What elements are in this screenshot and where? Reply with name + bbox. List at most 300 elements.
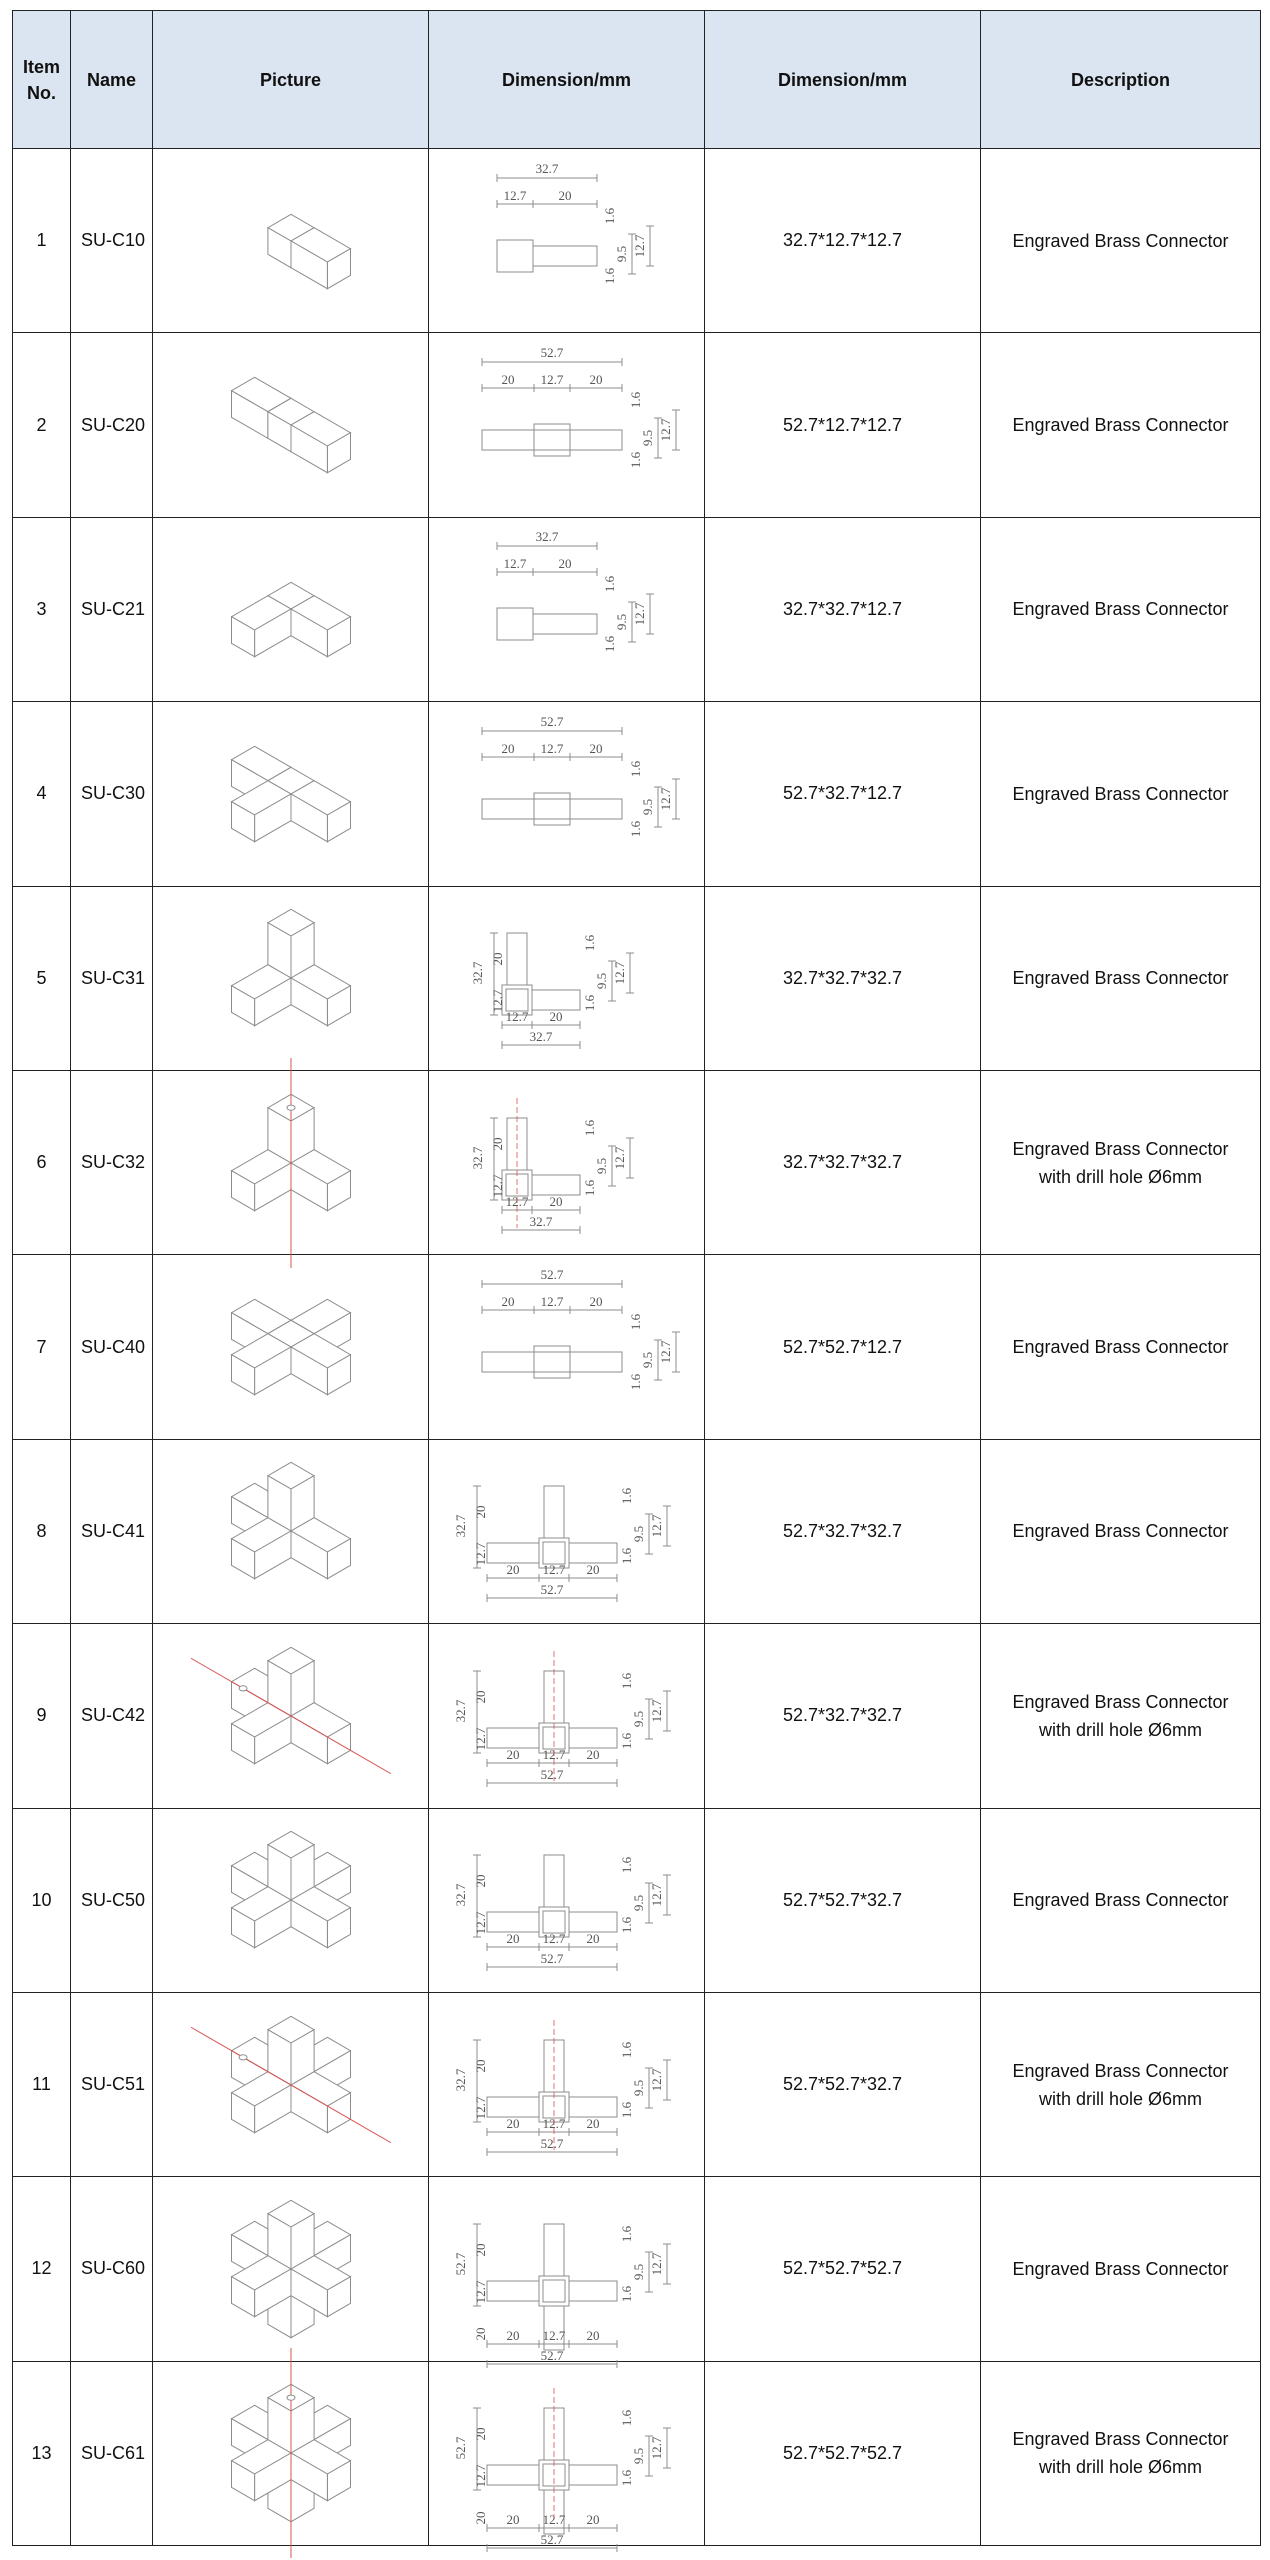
- description: [981, 1808, 1261, 1992]
- dimension-label: 12.7: [631, 603, 647, 626]
- dimension-drawing-cell: [429, 517, 705, 701]
- table-row: [13, 517, 1261, 701]
- dimension-label: 9.5: [639, 798, 655, 815]
- drill-hole: [287, 2395, 295, 2400]
- dimension-label: 20: [549, 1009, 562, 1025]
- product-picture-cell: [153, 333, 429, 517]
- item: 13: [31, 2442, 52, 2463]
- product-picture-cell: [153, 886, 429, 1070]
- item: 12: [31, 2258, 52, 2279]
- dimension-label: 12.7: [472, 2465, 488, 2488]
- desc1: Engraved Brass Connector: [1012, 1337, 1229, 1358]
- item: 2: [36, 414, 47, 435]
- table-row: [13, 1992, 1261, 2176]
- dim: 32.7*32.7*12.7: [782, 598, 903, 619]
- dim: 52.7*52.7*52.7: [782, 2442, 903, 2463]
- desc1: Engraved Brass Connector: [1012, 599, 1229, 620]
- connector-isometric-image: [171, 166, 411, 316]
- item-number: [13, 1439, 71, 1623]
- connector-isometric-image: [171, 903, 411, 1053]
- connector-outline: [231, 377, 350, 472]
- dimension-label: 20: [472, 1690, 488, 1704]
- connector-isometric-image: [171, 719, 411, 869]
- dimension-label: 32.7: [535, 160, 558, 176]
- dimension-annotations: [453, 2388, 671, 2552]
- connector-side-outline: [482, 1352, 622, 1372]
- dimension-drawing: [442, 1078, 692, 1248]
- dimension-label: 12.7: [489, 989, 505, 1013]
- connector-outline: [231, 2200, 350, 2337]
- connector-isometric-image: [171, 1272, 411, 1422]
- dimension-label: 1.6: [601, 636, 617, 653]
- header-row: [13, 11, 1261, 149]
- dimension-label: 20: [472, 2511, 488, 2525]
- item-number: [13, 702, 71, 886]
- product-picture-cell: [153, 1992, 429, 2176]
- desc2: with drill hole Ø6mm: [1038, 2088, 1203, 2109]
- dimension-label: 9.5: [639, 429, 655, 447]
- desc1: Engraved Brass Connector: [1012, 2429, 1229, 2450]
- dimension-label: 20: [589, 372, 602, 388]
- connector-right-arm: [532, 990, 580, 1010]
- dimension-label: 32.7: [529, 1213, 552, 1229]
- product-name: [71, 1439, 153, 1623]
- dimension-annotations: [470, 1098, 634, 1234]
- dimension-value: [705, 2177, 981, 2361]
- connector-core-outline: [534, 793, 570, 825]
- dimension-label: 52.7: [540, 2532, 563, 2548]
- dimension-label: 12.7: [472, 1911, 488, 1935]
- dimension-annotations: [497, 161, 654, 284]
- dimension-label: 1.6: [618, 1488, 634, 1505]
- dimension-drawing: [442, 1631, 692, 1801]
- header-description: Description: [981, 11, 1261, 149]
- description: [981, 1070, 1261, 1254]
- dimension-value: [705, 1070, 981, 1254]
- table-row: [13, 1255, 1261, 1439]
- item-number: [13, 517, 71, 701]
- dimension-label: 20: [501, 1294, 514, 1310]
- dimension-label: 12.7: [542, 2327, 565, 2343]
- connector-outline: [231, 910, 350, 1026]
- item-number: [13, 1808, 71, 1992]
- desc2: with drill hole Ø6mm: [1038, 2457, 1203, 2478]
- connector-isometric-image: [171, 2010, 411, 2160]
- description: [981, 333, 1261, 517]
- connector-core-inner: [543, 2280, 565, 2302]
- connector-left-arm: [487, 2465, 539, 2485]
- product-name: [71, 517, 153, 701]
- name: SU-C61: [81, 2442, 146, 2463]
- dimension-label: 20: [472, 2059, 488, 2073]
- dimension-label: 52.7: [540, 1951, 563, 1967]
- dimension-annotations: [482, 345, 680, 468]
- product-name: [71, 1808, 153, 1992]
- dimension-drawing: [442, 893, 692, 1063]
- product-picture-cell: [153, 149, 429, 333]
- dimension-drawing: [442, 2184, 692, 2363]
- dimension-label: 20: [506, 1931, 519, 1947]
- header-dimension-drawing: Dimension/mm: [429, 11, 705, 149]
- dimension-label: 9.5: [639, 1351, 655, 1369]
- dimension-label: 12.7: [489, 1174, 505, 1198]
- dimension-label: 20: [586, 2115, 599, 2131]
- dimension-label: 32.7: [469, 961, 485, 985]
- product-spec-sheet: [12, 10, 1260, 2546]
- header-dimension: Dimension/mm: [705, 11, 981, 149]
- dimension-label: 1.6: [618, 2225, 634, 2243]
- dimension-value: [705, 1624, 981, 1808]
- connector-outline: [231, 1299, 350, 1394]
- desc1: Engraved Brass Connector: [1012, 1890, 1229, 1911]
- product-picture-cell: [153, 2177, 429, 2361]
- dimension-value: [705, 1992, 981, 2176]
- dimension-value: [705, 1255, 981, 1439]
- dimension-label: 1.6: [627, 391, 643, 409]
- name: SU-C30: [81, 783, 146, 804]
- dimension-label: 20: [586, 1562, 599, 1578]
- name: SU-C50: [81, 1889, 146, 1910]
- dimension-label: 12.7: [648, 1699, 664, 1723]
- product-name: [71, 1992, 153, 2176]
- dimension-label: 1.6: [618, 1672, 634, 1689]
- dimension-drawing-cell: [429, 2361, 705, 2548]
- dimension-value: [705, 702, 981, 886]
- item-number: [13, 1255, 71, 1439]
- dimension-annotations: [470, 933, 634, 1049]
- dimension-drawing-cell: [429, 1808, 705, 1992]
- dimension-label: 9.5: [593, 1157, 609, 1174]
- dimension-label: 12.7: [472, 2096, 488, 2119]
- item: 6: [36, 1152, 47, 1173]
- dimension-label: 12.7: [542, 1746, 565, 1762]
- dimension-label: 20: [501, 372, 514, 388]
- connector-right-arm: [569, 1728, 617, 1748]
- name: SU-C31: [81, 967, 146, 988]
- item: 4: [36, 783, 47, 804]
- item: 7: [36, 1336, 47, 1357]
- product-picture-cell: [153, 1624, 429, 1808]
- name: SU-C41: [81, 1520, 146, 1541]
- dimension-label: 12.7: [503, 556, 526, 572]
- item-number: [13, 886, 71, 1070]
- dimension-label: 20: [489, 952, 505, 966]
- dimension-drawing: [442, 2368, 692, 2548]
- dimension-label: 12.7: [505, 1193, 528, 1209]
- drill-hole: [239, 2054, 247, 2059]
- dimension-label: 32.7: [469, 1146, 485, 1170]
- connector-left-arm: [487, 2097, 539, 2117]
- dimension-label: 1.6: [618, 2041, 634, 2058]
- dimension-label: 20: [586, 2512, 599, 2528]
- description: [981, 2177, 1261, 2361]
- dim: 32.7*32.7*32.7: [782, 967, 903, 988]
- dimension-label: 20: [472, 2243, 488, 2257]
- dim: 32.7*32.7*32.7: [782, 1152, 903, 1173]
- desc1: Engraved Brass Connector: [1012, 1521, 1229, 1542]
- connector-isometric-image: [171, 350, 411, 500]
- item-number: [13, 333, 71, 517]
- dimension-label: 12.7: [648, 2437, 664, 2460]
- product-name: [71, 1255, 153, 1439]
- dimension-label: 1.6: [627, 1373, 643, 1391]
- dimension-label: 20: [586, 1931, 599, 1947]
- connector-outline: [231, 746, 350, 841]
- table-row: [13, 333, 1261, 517]
- item-number: [13, 2177, 71, 2361]
- description: [981, 886, 1261, 1070]
- name: SU-C40: [81, 1336, 146, 1357]
- dimension-label: 12.7: [505, 1009, 528, 1025]
- dimension-label: 1.6: [627, 1313, 643, 1331]
- product-picture-cell: [153, 1255, 429, 1439]
- dimension-label: 12.7: [657, 418, 673, 442]
- connector-core-inner: [506, 989, 528, 1011]
- dimension-drawing-cell: [429, 149, 705, 333]
- dimension-drawing: [442, 340, 692, 510]
- item-number: [13, 1070, 71, 1254]
- dimension-drawing-cell: [429, 702, 705, 886]
- connector-right-arm: [569, 1543, 617, 1563]
- dimension-label: 20: [589, 1294, 602, 1310]
- connector-vertical-arm: [544, 1486, 564, 1538]
- dimension-label: 12.7: [611, 961, 627, 985]
- product-name: [71, 149, 153, 333]
- dimension-label: 32.7: [452, 1883, 468, 1907]
- item-number: [13, 1624, 71, 1808]
- desc1: Engraved Brass Connector: [1012, 1691, 1229, 1712]
- product-name: [71, 2361, 153, 2545]
- product-picture-cell: [153, 702, 429, 886]
- dimension-label: 52.7: [540, 1267, 563, 1283]
- dimension-label: 12.7: [542, 2512, 565, 2528]
- desc1: Engraved Brass Connector: [1012, 2258, 1229, 2279]
- dimension-label: 12.7: [503, 187, 526, 203]
- dimension-label: 1.6: [618, 1732, 634, 1749]
- connector-right-arm: [569, 2465, 617, 2485]
- item: 3: [36, 598, 47, 619]
- description: [981, 1439, 1261, 1623]
- dim: 52.7*52.7*52.7: [782, 2258, 903, 2279]
- item: 5: [36, 967, 47, 988]
- connector-outline: [231, 1647, 350, 1763]
- dimension-drawing-cell: [429, 1992, 705, 2176]
- connector-core-inner: [543, 1911, 565, 1933]
- dimension-label: 20: [489, 1137, 505, 1151]
- dimension-label: 12.7: [472, 1727, 488, 1751]
- dimension-label: 1.6: [581, 995, 597, 1012]
- dimension-drawing-cell: [429, 1439, 705, 1623]
- connector-left-arm: [487, 1728, 539, 1748]
- dimension-label: 20: [506, 2512, 519, 2528]
- description: [981, 702, 1261, 886]
- name: SU-C60: [81, 2258, 146, 2279]
- dimension-label: 1.6: [581, 935, 597, 952]
- dimension-label: 12.7: [540, 740, 563, 756]
- description: [981, 149, 1261, 333]
- dimension-label: 32.7: [452, 1699, 468, 1723]
- dimension-label: 12.7: [648, 1883, 664, 1907]
- dimension-label: 20: [472, 1874, 488, 1888]
- dimension-label: 20: [506, 2327, 519, 2343]
- connector-isometric-image: [171, 1088, 411, 1238]
- table-row: [13, 1624, 1261, 1808]
- connector-right-arm: [569, 2281, 617, 2301]
- item: 11: [32, 2074, 51, 2095]
- dimension-value: [705, 517, 981, 701]
- dim: 52.7*52.7*32.7: [782, 1889, 903, 1910]
- dimension-label: 12.7: [542, 1931, 565, 1947]
- description: [981, 1624, 1261, 1808]
- dimension-label: 32.7: [452, 1515, 468, 1538]
- product-picture-cell: [153, 517, 429, 701]
- dimension-label: 12.7: [472, 2280, 488, 2304]
- connector-core-inner: [543, 1542, 565, 1564]
- name: SU-C20: [81, 414, 146, 435]
- connector-outline: [231, 2016, 350, 2132]
- dimension-drawing-cell: [429, 1624, 705, 1808]
- dimension-label: 52.7: [540, 2135, 563, 2151]
- dimension-label: 1.6: [627, 451, 643, 469]
- item: 8: [36, 1520, 47, 1541]
- dimension-drawing-cell: [429, 2177, 705, 2361]
- product-name: [71, 333, 153, 517]
- dimension-drawing: [442, 1446, 692, 1616]
- desc1: Engraved Brass Connector: [1012, 2060, 1229, 2081]
- product-name: [71, 1070, 153, 1254]
- connector-left-arm: [487, 2281, 539, 2301]
- drill-hole: [287, 1105, 295, 1110]
- table-row: [13, 2361, 1261, 2545]
- dimension-annotations: [453, 1855, 671, 1971]
- dimension-annotations: [453, 1651, 671, 1787]
- connector-isometric-image: [171, 1456, 411, 1606]
- dimension-annotations: [453, 1486, 671, 1602]
- dimension-label: 9.5: [630, 1895, 646, 1912]
- connector-left-arm: [487, 1912, 539, 1932]
- dimension-label: 9.5: [630, 2448, 646, 2465]
- dimension-label: 20: [506, 1746, 519, 1762]
- dim: 52.7*32.7*32.7: [782, 1520, 903, 1541]
- dimension-label: 20: [549, 1193, 562, 1209]
- connector-arm-outline: [533, 246, 597, 266]
- dim: 52.7*32.7*32.7: [782, 1705, 903, 1726]
- name: SU-C51: [81, 2074, 146, 2095]
- dimension-label: 20: [558, 187, 571, 203]
- dimension-label: 52.7: [452, 2437, 468, 2460]
- dimension-label: 20: [506, 1562, 519, 1578]
- table-row: [13, 149, 1261, 333]
- desc1: Engraved Brass Connector: [1012, 783, 1229, 804]
- header-picture: Picture: [153, 11, 429, 149]
- dimension-label: 12.7: [631, 234, 647, 258]
- dimension-label: 9.5: [630, 1526, 646, 1543]
- dimension-label: 1.6: [601, 576, 617, 593]
- dim: 52.7*12.7*12.7: [782, 414, 903, 435]
- dimension-label: 32.7: [452, 2068, 468, 2091]
- dimension-drawing: [442, 709, 692, 879]
- dimension-label: 1.6: [618, 2410, 634, 2427]
- dimension-label: 20: [501, 740, 514, 756]
- dimension-drawing-cell: [429, 333, 705, 517]
- item-number: [13, 2361, 71, 2545]
- connector-right-arm: [532, 1175, 580, 1195]
- dimension-drawing: [442, 156, 692, 326]
- dimension-label: 9.5: [630, 2263, 646, 2281]
- dimension-value: [705, 1808, 981, 1992]
- desc1: Engraved Brass Connector: [1012, 230, 1229, 251]
- description: [981, 1255, 1261, 1439]
- dimension-label: 20: [586, 1746, 599, 1762]
- dimension-label: 12.7: [611, 1146, 627, 1170]
- connector-outline: [267, 214, 350, 288]
- dimension-value: [705, 333, 981, 517]
- table-row: [13, 1808, 1261, 1992]
- dimension-annotations: [497, 529, 654, 652]
- dimension-label: 1.6: [581, 1179, 597, 1196]
- dimension-drawing-cell: [429, 1255, 705, 1439]
- dimension-label: 9.5: [613, 245, 629, 262]
- connector-outline: [231, 1463, 350, 1579]
- table-row: [13, 1070, 1261, 1254]
- dimension-label: 32.7: [529, 1029, 552, 1045]
- item-number: [13, 149, 71, 333]
- dimension-label: 52.7: [452, 2252, 468, 2276]
- item: 1: [36, 230, 47, 251]
- connector-isometric-image: [171, 2194, 411, 2344]
- dimension-label: 20: [506, 2115, 519, 2131]
- dimension-label: 1.6: [618, 1548, 634, 1565]
- connector-isometric-image: [171, 534, 411, 684]
- dimension-label: 9.5: [593, 973, 609, 990]
- connector-isometric-image: [171, 1641, 411, 1791]
- name: SU-C32: [81, 1152, 146, 1173]
- dimension-label: 52.7: [540, 2347, 563, 2363]
- connector-table: [12, 10, 1261, 2546]
- dimension-drawing: [442, 1815, 692, 1985]
- connector-vertical-arm: [544, 1855, 564, 1907]
- dimension-label: 52.7: [540, 713, 563, 729]
- dimension-label: 52.7: [540, 1766, 563, 1782]
- table-row: [13, 1439, 1261, 1623]
- connector-core-outline: [534, 424, 570, 456]
- dimension-drawing: [442, 1262, 692, 1432]
- connector-core-outline: [497, 240, 533, 272]
- dimension-label: 20: [472, 2427, 488, 2441]
- dimension-label: 1.6: [618, 1857, 634, 1874]
- dimension-label: 32.7: [535, 529, 558, 545]
- desc1: Engraved Brass Connector: [1012, 968, 1229, 989]
- dimension-label: 20: [586, 2327, 599, 2343]
- desc2: with drill hole Ø6mm: [1038, 1166, 1203, 1187]
- connector-outline: [231, 1832, 350, 1948]
- product-name: [71, 886, 153, 1070]
- header-name: Name: [71, 11, 153, 149]
- dim: 52.7*32.7*12.7: [782, 783, 903, 804]
- connector-isometric-image: [171, 1825, 411, 1975]
- dimension-drawing: [442, 524, 692, 694]
- drill-hole: [239, 1686, 247, 1691]
- dimension-label: 9.5: [630, 1710, 646, 1727]
- dimension-annotations: [453, 2224, 671, 2368]
- description: [981, 2361, 1261, 2545]
- dimension-label: 12.7: [540, 1294, 563, 1310]
- product-name: [71, 702, 153, 886]
- product-name: [71, 1624, 153, 1808]
- dimension-label: 1.6: [618, 1917, 634, 1934]
- connector-core-outline: [497, 608, 533, 640]
- product-picture-cell: [153, 1070, 429, 1254]
